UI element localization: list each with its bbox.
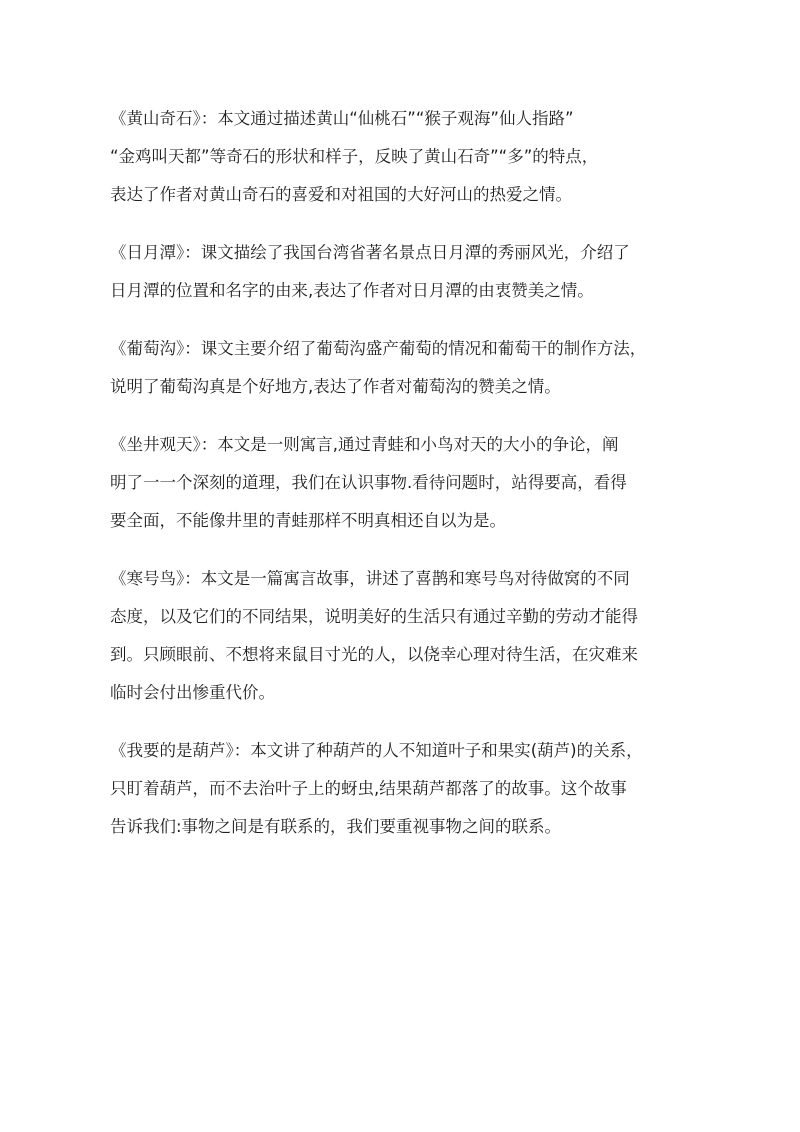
text-line: 告诉我们:事物之间是有联系的，我们要重视事物之间的联系。 xyxy=(110,817,562,836)
text-line: 《黄山奇石》：本文通过描述黄山“仙桃石”“猴子观海”仙人指路” xyxy=(110,109,574,128)
text-line: 《坐井观天》：本文是一则寓言,通过青蛙和小鸟对天的大小的争论，阐 xyxy=(110,435,619,454)
paragraph-huangshan-qishi xyxy=(110,100,700,214)
text-line: 《寒号鸟》：本文是一篇寓言故事，讲述了喜鹊和寒号鸟对待做窝的不同 xyxy=(110,569,630,588)
text-line: 说明了葡萄沟真是个好地方,表达了作者对葡萄沟的赞美之情。 xyxy=(110,377,561,396)
paragraph-zuojing-guantian xyxy=(110,426,700,540)
text-line: 只盯着葫芦，而不去治叶子上的蚜虫,结果葫芦都落了的故事。这个故事 xyxy=(110,779,627,798)
text-line: 明了一一个深刻的道理，我们在认识事物.看待问题时，站得要高，看得 xyxy=(110,473,627,492)
text-line: 表达了作者对黄山奇石的喜爱和对祖国的大好河山的热爱之情。 xyxy=(110,185,572,204)
text-line: 日月潭的位置和名字的由来,表达了作者对日月潭的由衷赞美之情。 xyxy=(110,281,594,300)
text-line: 《日月潭》：课文描绘了我国台湾省著名景点日月潭的秀丽风光，介绍了 xyxy=(110,243,630,262)
text-line: 态度，以及它们的不同结果，说明美好的生活只有通过辛勤的劳动才能得 xyxy=(110,607,638,626)
text-line: 《葡萄沟》：课文主要介绍了葡萄沟盛产葡萄的情况和葡萄干的制作方法， xyxy=(110,339,647,358)
paragraph-woyao-de-shi-hulu xyxy=(110,732,700,846)
paragraph-riyuetan xyxy=(110,234,700,310)
paragraph-putaogou xyxy=(110,330,700,406)
text-line: 临时会付出惨重代价。 xyxy=(110,683,275,702)
text-line: 到。只顾眼前、不想将来鼠目寸光的人，以侥幸心理对待生活，在灾难来 xyxy=(110,645,638,664)
document-body xyxy=(110,100,700,866)
paragraph-hanhaoniao xyxy=(110,560,700,712)
text-line: 《我要的是葫芦》：本文讲了种葫芦的人不知道叶子和果实(葫芦)的关系， xyxy=(110,741,643,760)
text-line: 要全面，不能像井里的青蛙那样不明真相还自以为是。 xyxy=(110,511,506,530)
text-line: “金鸡叫天都”等奇石的形状和样子，反映了黄山石奇”“多”的特点， xyxy=(110,147,599,166)
